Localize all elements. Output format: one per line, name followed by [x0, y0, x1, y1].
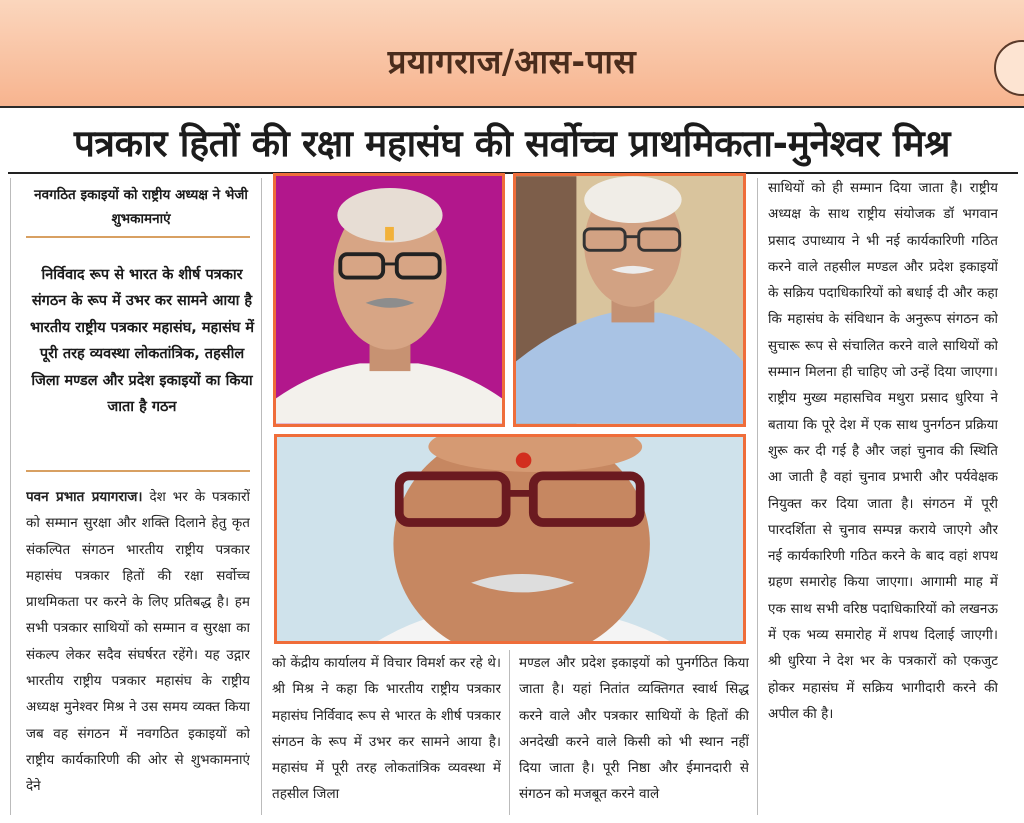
subheading-rule [26, 236, 250, 238]
article-highlight: निर्विवाद रूप से भारत के शीर्ष पत्रकार संगठन के रूप में उभर कर सामने आया है भारतीय राष्ट्रीय पत्रकार महासंघ, महासंघ में पूरी तरह व्यवस्था लोकतांत्रिक, तहसील जिला मण्डल और प्रदेश इकाइयों का किया जाता है गठन [29, 267, 255, 416]
portrait-3-figure [277, 437, 743, 641]
portrait-1-figure [276, 176, 502, 424]
article-column-2: को केंद्रीय कार्यालय में विचार विमर्श कर रहे थे। श्री मिश्र ने कहा कि भारतीय राष्ट्रीय पत्रकार महासंघ निर्विवाद रूप से भारत के शीर्ष पत्रकार संगठन के रूप में उभर कर सामने आया है। महासंघ में पूरी तरह लोकतांत्रिक व्यवस्था में तहसील जिला [272, 655, 501, 803]
dateline: पवन प्रभात प्रयागराज। [26, 489, 143, 505]
column-divider [261, 178, 262, 815]
highlight-rule [26, 470, 250, 472]
column-divider [509, 650, 510, 815]
section-title: प्रयागराज/आस-पास [387, 42, 637, 81]
portrait-photo-1 [273, 173, 505, 427]
column-divider [757, 178, 758, 815]
column-1-text: देश भर के पत्रकारों को सम्मान सुरक्षा और शक्ति दिलाने हेतु कृत संकल्पित संगठन भारतीय राष्ट्रीय पत्रकार महासंघ पत्रकार हितों की रक्षा सर्वोच्च प्राथमिकता पर करने के लिए प्रतिबद्ध है। हम सभी पत्रकार साथियों को सम्मान व सुरक्षा का संकल्प लेकर सदैव संघर्षरत रहेंगे। यह उद्गार भारतीय राष्ट्रीय पत्रकार महासंघ के राष्ट्रीय अध्यक्ष मुनेश्वर मिश्र ने उस समय व्यक्त किया जब वह संगठन में नवगठित इकाइयों को राष्ट्रीय कार्यकारिणी की ओर से शुभकामनाएं देने [26, 489, 250, 795]
article-column-1 [26, 484, 250, 814]
portrait-photo-3 [274, 434, 746, 644]
article-subheading: नवगठित इकाइयों को राष्ट्रीय अध्यक्ष ने भेजी शुभकामनाएं [34, 187, 248, 227]
masthead [0, 0, 1024, 108]
article-column-3: मण्डल और प्रदेश इकाइयों को पुनर्गठित किया जाता है। यहां नितांत व्यक्तिगत स्वार्थ सिद्ध करने वाले और पत्रकार साथियों के हितों की अनदेखी करने वाले किसी को भी स्थान नहीं दिया जाता है। पूरी निष्ठा और ईमानदारी से संगठन को मजबूत करने वाले [519, 655, 749, 803]
article-column-4: साथियों को ही सम्मान दिया जाता है। राष्ट्रीय अध्यक्ष के साथ राष्ट्रीय संयोजक डॉ भगवान प्रसाद उपाध्याय ने भी नई कार्यकारिणी गठित करने वाले तहसील मण्डल और प्रदेश इकाइयों के सक्रिय पदाधिकारियों को बधाई दी और कहा कि महासंघ के संविधान के अनुरूप संगठन को सुचारू रूप से संचालित करने वाले साथियों को सम्मान मिलना ही चाहिए जो उन्हें दिया जाएगा। राष्ट्रीय मुख्य महासचिव मथुरा प्रसाद धुरिया ने बताया कि पूरे देश में एक साथ पुनर्गठन प्रक्रिया शुरू कर दी गई है और जहां चुनाव की स्थिति आ जाती है वहां चुनाव प्रभारी और पर्यवेक्षक नियुक्त कर दिया जाता है। संगठन में पूरी पारदर्शिता से चुनाव सम्पन्न कराये जाएगे और नई कार्यकारिणी गठित करने के बाद वहां शपथ ग्रहण समारोह किया जाएगा। आगामी माह में एक साथ सभी वरिष्ठ पदाधिकारियों को लखनऊ में एक भव्य समारोह में शपथ दिलाई जाएगी। श्री धुरिया ने देश भर के पत्रकारों को एकजुट होकर महासंघ में सक्रिय भागीदारी करने की अपील की है। [768, 180, 998, 722]
portrait-photo-2 [513, 173, 746, 427]
column-divider [10, 178, 11, 815]
article-headline: पत्रकार हितों की रक्षा महासंघ की सर्वोच्च प्राथमिकता-मुनेश्वर मिश्र [73, 122, 951, 165]
portrait-2-figure [516, 176, 743, 424]
